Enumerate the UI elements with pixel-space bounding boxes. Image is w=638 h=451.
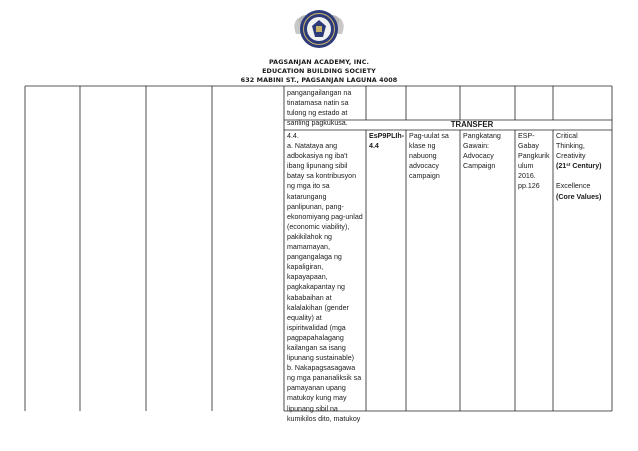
skills-core-values: (Core Values) <box>556 192 602 201</box>
transfer-section-label: TRANSFER <box>450 120 494 129</box>
school-society: EDUCATION BUILDING SOCIETY <box>262 67 376 75</box>
skills-line-3: Creativity <box>556 152 586 161</box>
skills-line-2: Thinking, <box>556 142 585 151</box>
century-sup: st <box>566 162 571 168</box>
school-name: PAGSANJAN ACADEMY, INC. <box>268 58 370 66</box>
previous-row-text: pangangailangan na tinatamasa natin sa tulong ng estado at sariling pagkukusa. <box>287 89 352 128</box>
task-cell: Pangkatang Gawain: Advocacy Campaign <box>463 132 501 171</box>
skills-line-1: Critical <box>556 132 578 140</box>
century-suffix: Century) <box>570 162 602 171</box>
century-prefix: (21 <box>556 162 567 171</box>
resource-cell: ESP- Gabay Pangkurik ulum 2016. pp.126 <box>518 132 550 191</box>
skills-excellence: Excellence <box>556 182 591 191</box>
competency-cell: 4.4. a. Natataya ang adbokasiya ng iba't ibang lipunang sibil batay sa kontribusyon ng mga ito sa katarungang panlipunan, pang- ekonomiyang pag-unlad (economic viability), pakikilahok ng mamamayan, pangangalaga ng kapaligiran, kapayapaan, pagkakapantay ng kababaihan at kalalakihan (gender equality) at ispiritwalidad (mga pagpapahalagang kailangan sa isang lipunang sustainable) b. Nakapagsasagawa ng mga pananaliksik sa pamayanan upang matukoy kung may lipunang sibil na kumikilos dito, matukoy <box>287 132 363 423</box>
skills-century <box>556 161 602 171</box>
code-cell: EsP9PLIh- 4.4 <box>369 132 405 151</box>
activity-cell: Pag-uulat sa klase ng nabuong advocacy campaign <box>409 132 449 181</box>
school-address: 632 MABINI ST., PAGSANJAN LAGUNA 4008 <box>240 76 398 84</box>
skills-cell <box>556 131 602 202</box>
